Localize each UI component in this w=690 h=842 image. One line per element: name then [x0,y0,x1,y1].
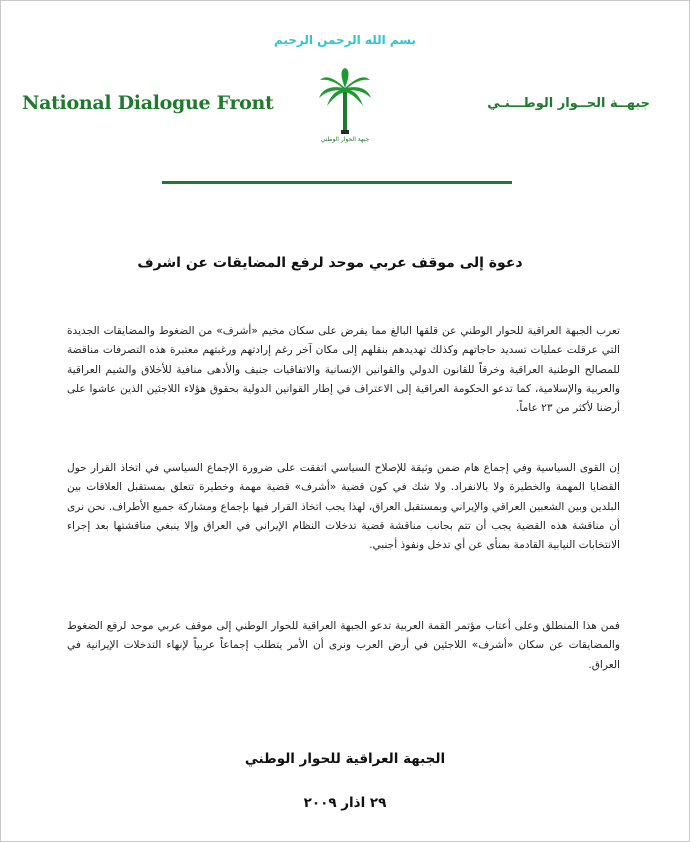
basmala: بسم الله الرحمن الرحيم [273,33,417,47]
org-name-english: National Dialogue Front [22,92,274,114]
paragraph-1: تعرب الجبهة العراقية للحوار الوطني عن قلقها البالغ مما يفرض على سكان مخيم «أشرف» من الضغوط والمضايقات الجديدة التي عرقلت عمليات تسديد حاجاتهم وكذلك تهديدهم بنقلهم إلى مكان آخر رغم إرادتهم ورغبتهم معتبرة هذه التصرفات مناقضة للمصالح الوطنية العراقية وخرقاً للقانون الدولي والقوانين الإنسانية والاتفاقيات جنيف والأدهى منافية للأخلاق والشيم العراقية والعربية والإسلامية، كما تدعو الحكومة العراقية إلى الاعتراف في إطار القوانين الدولية بحقوق هؤلاء اللاجئين الذين عاشوا على أرضنا لأكثر من ٢٣ عاماً. [67,325,620,415]
logo-caption: جبهة الحوار الوطني [320,136,370,143]
document-headline: دعوة إلى موقف عربي موحد لرفع المضايقات عن اشرف [137,255,523,271]
signature: الجبهة العراقية للحوار الوطني [244,751,446,767]
palm-tree-icon [318,68,372,138]
header-divider [162,181,512,184]
paragraph-2: إن القوى السياسية وفي إجماع هام ضمن وثيقة للإصلاح السياسي اتفقت على ضرورة الإجماع السياسي في اتخاذ القرار حول القضايا المهمة والخطيرة ولا بالانفراد. ولا شك في كون قضية «أشرف» قضية مهمة وخطيرة تتعلق بمستقبل العلاقات بين البلدين وبين الشعبين العراقي والإيراني وبمستقبل العراق، لهذا يجب اتخاذ القرار فيها بإجماع ومشاركة جميع الأطراف. نحن نرى أن مناقشة هذه القضية يجب أن تتم بجانب مناقشة قضية تدخلات النظام الإيراني في العراق وإلا ينبغي مناقشتها بعد إجراء الانتخابات النيابية القادمة بمنأى عن أي تدخل ونفوذ أجنبي. [67,462,620,552]
paragraph-3: فمن هذا المنطلق وعلى أعتاب مؤتمر القمة العربية تدعو الجبهة العراقية للحوار الوطني إلى موقف عربي موحد لرفع الضغوط والمضايقات عن سكان «أشرف» اللاجئين في أرض العرب ونرى أن الأمر يتطلب إجماعاً عربياً لإنهاء التدخلات الإيرانية في العراق. [67,620,620,671]
org-name-arabic: جبهــة الحــوار الوطـــنـي [487,96,650,111]
document-date: ٢٩ اذار ٢٠٠٩ [303,795,387,811]
